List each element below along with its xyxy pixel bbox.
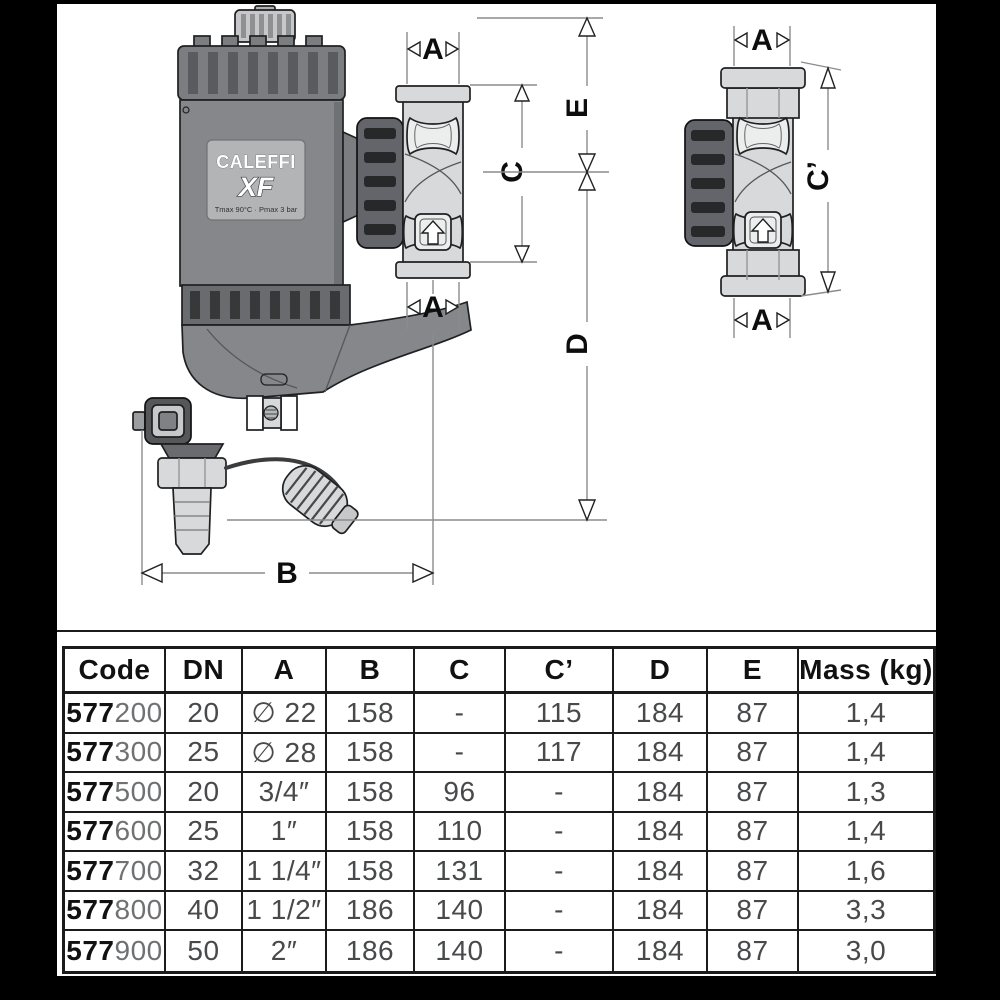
cell-b: 158	[327, 773, 415, 813]
cell-b: 158	[327, 852, 415, 892]
cell-code: 577 600	[65, 813, 166, 853]
svg-text:B: B	[276, 557, 298, 590]
header-c-prime: C’	[506, 649, 614, 694]
side-valve	[396, 86, 470, 278]
specs-text: Tmax 90°C · Pmax 3 bar	[214, 205, 298, 214]
cell-mass: 3,3	[799, 892, 933, 932]
header-mass: Mass (kg)	[799, 649, 933, 694]
svg-text:A: A	[751, 24, 773, 57]
separator-line	[57, 630, 936, 632]
cell-b: 158	[327, 813, 415, 853]
cell-b: 158	[327, 734, 415, 774]
cell-dn: 20	[166, 694, 243, 734]
cell-d: 184	[614, 734, 708, 774]
cell-dn: 25	[166, 813, 243, 853]
cell-a: 3/4″	[243, 773, 327, 813]
cell-dn: 50	[166, 931, 243, 971]
cell-c-prime: -	[506, 892, 614, 932]
drain-valve	[158, 444, 226, 554]
dimension-a-top-secondary	[734, 24, 790, 66]
svg-text:E: E	[561, 97, 594, 119]
cell-a: 1″	[243, 813, 327, 853]
secondary-valve-drawing	[685, 24, 841, 338]
cell-dn: 20	[166, 773, 243, 813]
header-e: E	[708, 649, 799, 694]
dimension-c	[470, 85, 537, 262]
cell-c: -	[415, 694, 506, 734]
header-code: Code	[65, 649, 166, 694]
cell-c: 140	[415, 931, 506, 971]
cell-code: 577 700	[65, 852, 166, 892]
cell-d: 184	[614, 694, 708, 734]
header-d: D	[614, 649, 708, 694]
mounting-bracket	[247, 396, 297, 430]
header-a: A	[243, 649, 327, 694]
cell-e: 87	[708, 734, 799, 774]
cell-c: 131	[415, 852, 506, 892]
dimension-c-prime	[801, 62, 841, 296]
svg-text:C: C	[496, 161, 529, 183]
cell-d: 184	[614, 852, 708, 892]
cell-d: 184	[614, 813, 708, 853]
spec-table	[62, 646, 936, 974]
cell-b: 158	[327, 694, 415, 734]
cell-dn: 25	[166, 734, 243, 774]
cell-mass: 1,4	[799, 694, 933, 734]
cell-c: -	[415, 734, 506, 774]
svg-text:A: A	[422, 291, 444, 324]
cell-mass: 1,4	[799, 813, 933, 853]
cell-mass: 1,4	[799, 734, 933, 774]
cell-mass: 1,3	[799, 773, 933, 813]
cell-e: 87	[708, 773, 799, 813]
cell-e: 87	[708, 931, 799, 971]
cell-code: 577 900	[65, 931, 166, 971]
technical-drawing	[57, 4, 936, 630]
header-dn: DN	[166, 649, 243, 694]
cell-e: 87	[708, 694, 799, 734]
cell-c: 96	[415, 773, 506, 813]
cell-a: 2″	[243, 931, 327, 971]
cell-code: 577 800	[65, 892, 166, 932]
cell-c: 140	[415, 892, 506, 932]
cell-e: 87	[708, 852, 799, 892]
header-b: B	[327, 649, 415, 694]
cell-code: 577 200	[65, 694, 166, 734]
cell-c: 110	[415, 813, 506, 853]
dimension-a-top-main	[407, 32, 459, 84]
secondary-union-nut	[685, 120, 733, 246]
cell-code: 577 300	[65, 734, 166, 774]
model-text: XF	[238, 172, 274, 202]
cell-a: 1 1/4″	[243, 852, 327, 892]
svg-text:A: A	[751, 304, 773, 337]
cell-b: 186	[327, 931, 415, 971]
cell-d: 184	[614, 892, 708, 932]
dimension-a-bottom-secondary	[734, 298, 790, 338]
label-plate	[207, 140, 305, 220]
cell-mass: 3,0	[845, 934, 887, 966]
cell-e: 87	[708, 892, 799, 932]
tethered-cap	[226, 458, 365, 542]
cell-a: ∅ 22	[243, 694, 327, 734]
cell-b: 186	[327, 892, 415, 932]
cell-dn: 32	[166, 852, 243, 892]
svg-text:A: A	[422, 33, 444, 66]
datasheet-page	[57, 4, 936, 976]
svg-text:D: D	[561, 333, 594, 355]
cell-code: 577 500	[65, 773, 166, 813]
svg-text:C’: C’	[802, 161, 835, 191]
union-nut	[357, 118, 403, 248]
filter-device-drawing	[133, 6, 471, 554]
cell-c-prime: -	[506, 852, 614, 892]
secondary-valve-body	[721, 68, 805, 296]
cell-a: 1 1/2″	[243, 892, 327, 932]
cell-c-prime: -	[506, 931, 614, 971]
cell-c-prime: 115	[506, 694, 614, 734]
cell-c-prime: -	[506, 813, 614, 853]
cell-d: 184	[614, 773, 708, 813]
header-c: C	[415, 649, 506, 694]
cell-mass: 1,6	[799, 852, 933, 892]
cell-e: 87	[708, 813, 799, 853]
cell-d: 184	[614, 931, 708, 971]
brand-text: CALEFFI	[216, 152, 296, 172]
cell-dn: 40	[166, 892, 243, 932]
cell-c-prime: 117	[506, 734, 614, 774]
cell-a: ∅ 28	[243, 734, 327, 774]
cell-c-prime: -	[506, 773, 614, 813]
top-cap	[178, 36, 345, 100]
